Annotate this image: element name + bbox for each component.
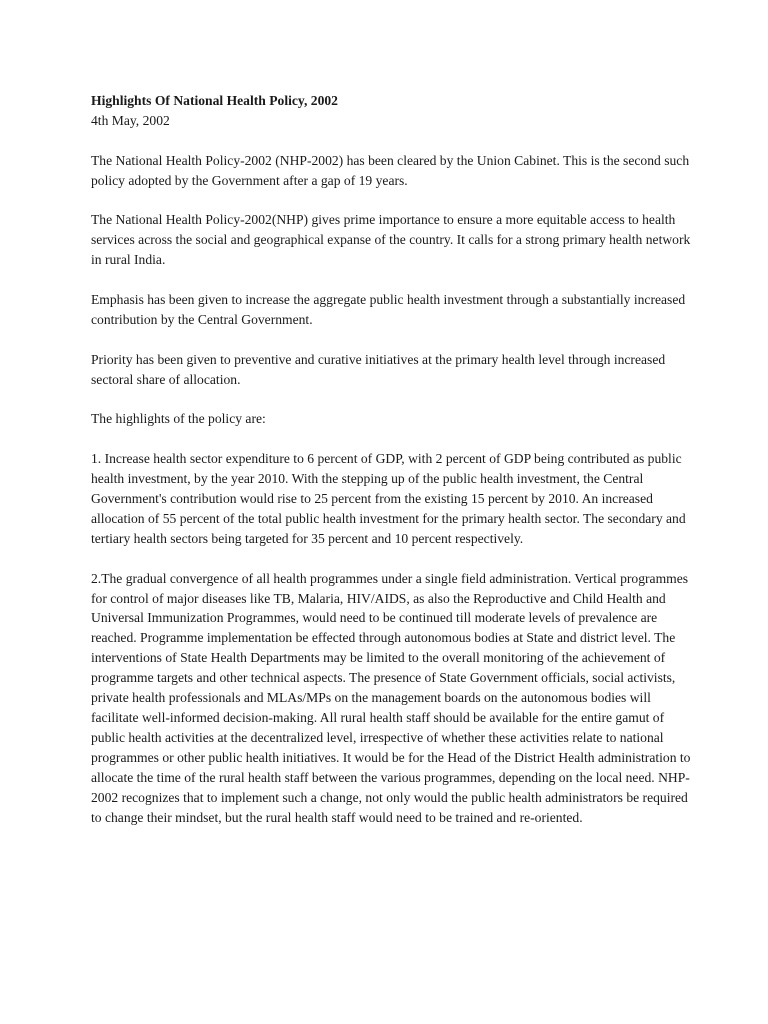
paragraph-highlight-2: 2.The gradual convergence of all health programmes under a single field administration. Vertical programmes for control of major diseases like TB, Malaria, HIV/AIDS, as also the Reproductive and Child Health and Universal Immunization Programmes, would need to be continued till moderate levels of prevalence are reached. Programme implementation be effected through autonomous bodies at State and district level. The interventions of State Health Departments may be limited to the overall monitoring of the achievement of programme targets and other technical aspects. The presence of State Government officials, social activists, private health professionals and MLAs/MPs on the management boards on the autonomous bodies will facilitate well-informed decision-making. All rural health staff should be available for the entire gamut of public health activities at the decentralized level, irrespective of whether these activities relate to national programmes or other public health initiatives. It would be for the Head of the District Health administration to allocate the time of the rural health staff between the various programmes, depending on the local need. NHP-2002 recognizes that to implement such a change, not only would the public health administrators be required to change their mindset, but the rural health staff would need to be trained and re-oriented. <box>91 570 691 825</box>
paragraph-highlight-1: 1. Increase health sector expenditure to 6 percent of GDP, with 2 percent of GDP being contributed as public health investment, by the year 2010. With the stepping up of the public health investment, the Central Government's contribution would rise to 25 percent from the existing 15 percent by 2010. An increased allocation of 55 percent of the total public health investment for the primary health sector. The secondary and tertiary health sectors being targeted for 35 percent and 10 percent respectively. <box>91 451 686 546</box>
document-date: 4th May, 2002 <box>91 112 170 128</box>
document-title: Highlights Of National Health Policy, 2002 <box>91 93 338 108</box>
paragraph-equitable-access: The National Health Policy-2002(NHP) gives prime importance to ensure a more equitable access to health services across the social and geographical expanse of the country. It calls for a strong primary health network in rural India. <box>91 212 691 268</box>
paragraph-emphasis: Emphasis has been given to increase the aggregate public health investment through a substantially increased contribution by the Central Government. <box>91 292 686 327</box>
paragraph-highlights-intro: The highlights of the policy are: <box>91 411 266 427</box>
paragraph-priority: Priority has been given to preventive and curative initiatives at the primary health level through increased sectoral share of allocation. <box>91 351 666 387</box>
paragraph-intro: The National Health Policy-2002 (NHP-2002) has been cleared by the Union Cabinet. This is the second such policy adopted by the Government after a gap of 19 years. <box>91 152 690 188</box>
document-body <box>91 91 691 827</box>
